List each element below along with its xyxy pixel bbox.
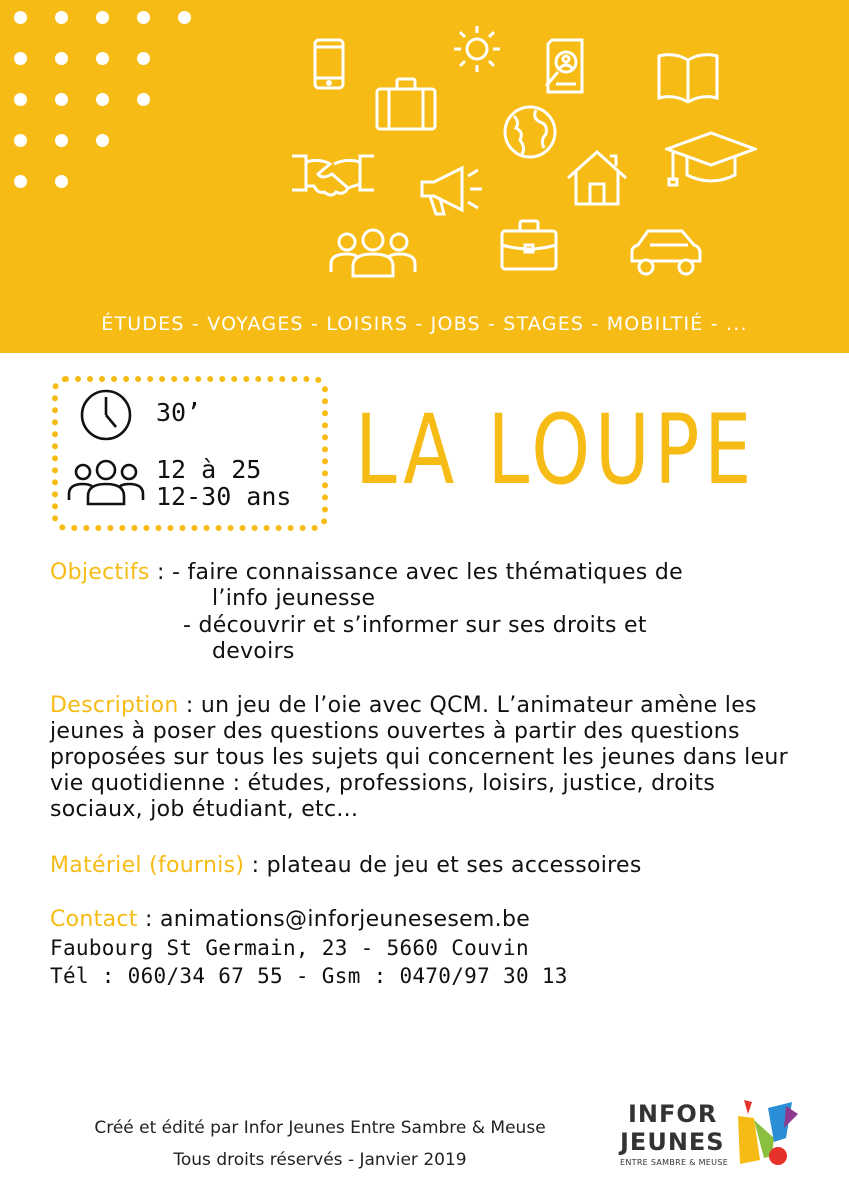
decorative-dot [55,52,68,65]
suitcase-icon [375,77,437,131]
decorative-dot [137,93,150,106]
objectif-1: - faire connaissance avec les thématiques de [171,560,683,585]
graduation-cap-icon [665,131,757,187]
infor-jeunes-logo-text [620,1100,728,1167]
materiel-text: : plateau de jeu et ses accessoires [244,853,642,878]
objectif-2-continued: devoirs [212,639,295,664]
contact-address: Faubourg St Germain, 23 - 5660 Couvin [50,936,529,960]
age-ranges [156,456,291,510]
duration-value: 30’ [156,398,202,427]
description-label: Description [50,693,179,718]
decorative-dot [178,11,191,24]
decorative-dot [137,11,150,24]
footer-credit: Créé et édité par Infor Jeunes Entre Sambre & Meuse [94,1118,546,1138]
car-icon [628,225,704,279]
logo-jeunes: JEUNES [620,1128,725,1156]
decorative-dot [14,11,27,24]
decorative-dot [14,93,27,106]
materiel-label: Matériel (fournis) [50,853,245,878]
header-banner [0,0,849,353]
decorative-dot [14,175,27,188]
certificate-icon [542,38,590,94]
footer-rights: Tous droits réservés - Janvier 2019 [173,1150,467,1170]
decorative-dot [55,11,68,24]
sun-icon [452,24,502,74]
clock-icon [78,387,134,447]
contact-phones: Tél : 060/34 67 55 - Gsm : 0470/97 30 13 [50,964,568,988]
handshake-icon [290,152,376,200]
logo-subtitle: ENTRE SAMBRE & MEUSE [620,1158,729,1167]
page-title: LA LOUPE [355,394,757,506]
contact-email[interactable]: : animations@inforjeunesesem.be [137,907,531,932]
briefcase-icon [500,219,558,271]
megaphone-icon [416,162,488,218]
decorative-dot [55,93,68,106]
age-range-primary: 12 à 25 [156,455,262,484]
infor-jeunes-logo-mark [734,1098,802,1170]
objectifs-first-line [50,560,683,585]
objectifs-separator: : [149,560,172,585]
house-icon [566,148,628,206]
decorative-dot [55,134,68,147]
decorative-dot [96,134,109,147]
themes-list: ÉTUDES - VOYAGES - LOISIRS - JOBS - STAGES - MOBILTIÉ - ... [101,313,748,335]
decorative-dot [137,52,150,65]
contact-label: Contact [50,907,138,932]
description-text: : un jeu de l’oie avec QCM. L’animateur amène les jeunes à poser des questions ouvertes à partir des questions proposées sur tous les sujets qui concernent les jeunes dans leur vie quotidienne : études, professions, loisirs, justice, droits sociaux, job étudiant, etc... [50,693,789,822]
smartphone-icon [313,38,345,90]
book-icon [656,52,720,104]
age-range-secondary: 12-30 ans [156,482,292,511]
decorative-dot [55,175,68,188]
decorative-dot [14,134,27,147]
decorative-dot [96,93,109,106]
objectifs-label: Objectifs [50,560,150,585]
decorative-dot [96,11,109,24]
description-paragraph [50,693,810,823]
decorative-dot [14,52,27,65]
decorative-dot [96,52,109,65]
objectif-2: - découvrir et s’informer sur ses droits et [183,613,647,638]
contact-block [50,906,568,990]
group-icon [66,458,146,512]
objectif-1-continued: l’info jeunesse [212,586,376,611]
materiel-line [50,853,642,879]
people-icon [327,228,419,278]
logo-infor: INFOR [628,1100,718,1128]
globe-icon [502,104,558,160]
